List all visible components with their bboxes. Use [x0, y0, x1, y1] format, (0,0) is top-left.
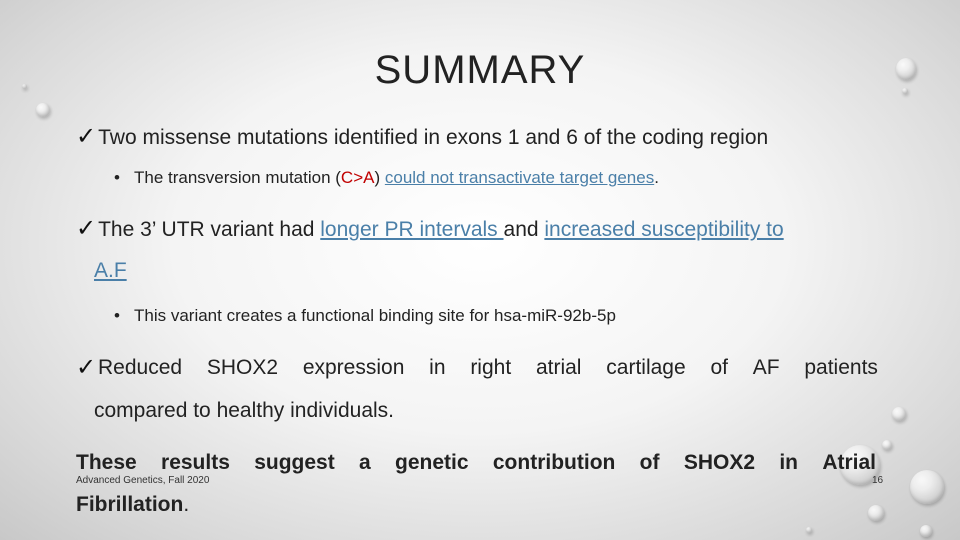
word: SHOX2 [206, 356, 279, 379]
droplet-icon [36, 103, 50, 117]
checkmark-icon: ✓ [76, 354, 97, 381]
sub-text-mid: ) [374, 168, 385, 187]
footer-course: Advanced Genetics, Fall 2020 [76, 475, 210, 486]
checkmark-icon: ✓ [76, 215, 97, 242]
word: in [779, 451, 798, 474]
word: These [76, 451, 137, 474]
point-2-continuation [94, 259, 127, 283]
bullet-icon: • [114, 168, 120, 187]
point-2-mid: and [503, 218, 545, 241]
conclusion [76, 451, 876, 475]
sub-text-pre: The transversion mutation ( [134, 168, 341, 187]
word: expression [302, 356, 405, 379]
droplet-icon [868, 505, 884, 521]
point-2-sub-text: This variant creates a functional binding site for hsa-miR-92b-5p [134, 306, 616, 325]
word: in [429, 356, 446, 379]
mutation-label: C>A [340, 168, 375, 187]
word: cartilage [606, 356, 686, 379]
point-3-continuation: compared to healthy individuals. [94, 399, 395, 422]
word: a [359, 451, 371, 474]
pr-intervals-link[interactable]: longer PR intervals [320, 218, 504, 241]
word: patients [804, 356, 878, 379]
checkmark-icon: ✓ [76, 123, 97, 150]
word: contribution [492, 451, 616, 474]
word: of [639, 451, 660, 474]
point-1-sub [114, 168, 659, 188]
point-3 [98, 356, 878, 380]
droplet-icon [920, 525, 932, 537]
point-1 [76, 122, 768, 151]
conclusion-last-word: Fibrillation [76, 493, 184, 516]
point-2-sub [114, 306, 616, 326]
word: right [470, 356, 512, 379]
word: atrial [535, 356, 582, 379]
point-2-pre: The 3’ UTR variant had [98, 218, 321, 241]
point-3-check [76, 353, 98, 382]
droplet-icon [892, 407, 906, 421]
word: Atrial [822, 451, 876, 474]
droplet-icon [806, 527, 812, 533]
page-number: 16 [872, 475, 884, 486]
transactivate-link[interactable]: could not transactivate target genes [384, 168, 655, 187]
bullet-icon: • [114, 306, 120, 325]
susceptibility-link[interactable]: increased susceptibility to [544, 218, 784, 241]
word: Reduced [98, 356, 183, 379]
sub-text-post: . [654, 168, 659, 187]
droplet-icon [882, 440, 892, 450]
droplet-icon [910, 470, 944, 504]
word: SHOX2 [683, 451, 756, 474]
word: results [161, 451, 230, 474]
slide-title: SUMMARY [374, 48, 586, 92]
word: of [710, 356, 728, 379]
point-2 [76, 214, 784, 243]
word: genetic [395, 451, 469, 474]
word: suggest [254, 451, 335, 474]
conclusion-period: . [183, 493, 190, 516]
word: AF [752, 356, 780, 379]
af-link[interactable]: A.F [94, 259, 127, 282]
point-1-text: Two missense mutations identified in exons 1 and 6 of the coding region [98, 126, 769, 149]
conclusion-end [76, 493, 189, 517]
